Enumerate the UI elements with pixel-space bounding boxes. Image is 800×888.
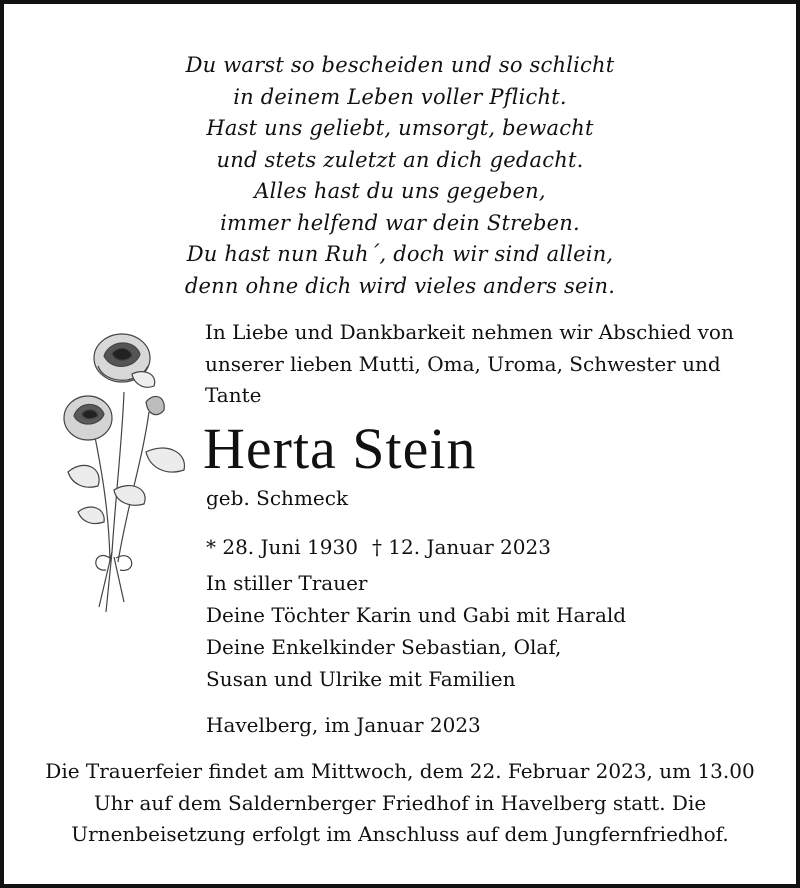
intro-line: In Liebe und Dankbarkeit nehmen wir Abschied von — [205, 320, 734, 344]
funeral-line: Uhr auf dem Saldernberger Friedhof in Havelberg statt. Die — [93, 790, 707, 815]
poem-line: immer helfend war dein Streben. — [220, 210, 580, 235]
deceased-name: Herta Stein — [203, 416, 477, 481]
mourners-line: Susan und Ulrike mit Familien — [206, 667, 516, 691]
rose-bouquet-icon — [54, 322, 194, 622]
poem-line: Alles hast du uns gegeben, — [254, 179, 546, 203]
birth-date: * 28. Juni 1930 — [206, 535, 358, 559]
poem-line: in deinem Leben voller Pflicht. — [233, 84, 567, 109]
intro-line: unserer lieben Mutti, Oma, Uroma, Schwester und — [205, 351, 721, 376]
funeral-line: Die Trauerfeier findet am Mittwoch, dem 22. Februar 2023, um 13.00 — [45, 759, 755, 783]
intro-line: Tante — [205, 383, 262, 407]
funeral-line: Urnenbeisetzung erfolgt im Anschluss auf dem Jungfernfriedhof. — [71, 822, 729, 846]
mourners — [206, 567, 626, 695]
mourners-line: Deine Töchter Karin und Gabi mit Harald — [206, 603, 627, 627]
poem-line: Du warst so bescheiden und so schlicht — [185, 53, 615, 77]
mourners-line: In stiller Trauer — [206, 571, 368, 595]
funeral-details — [4, 756, 796, 851]
place-and-date: Havelberg, im Januar 2023 — [206, 713, 481, 737]
death-date: † 12. Januar 2023 — [371, 535, 551, 559]
life-dates — [206, 533, 551, 561]
poem-line: Du hast nun Ruh´, doch wir sind allein, — [186, 242, 614, 266]
poem-line: Hast uns geliebt, umsorgt, bewacht — [206, 116, 594, 140]
poem — [4, 50, 796, 302]
poem-line: und stets zuletzt an dich gedacht. — [216, 147, 584, 172]
birth-name: geb. Schmeck — [206, 486, 349, 510]
poem-line: denn ohne dich wird vieles anders sein. — [184, 273, 616, 298]
farewell-intro — [205, 317, 765, 412]
mourners-line: Deine Enkelkinder Sebastian, Olaf, — [206, 635, 562, 659]
